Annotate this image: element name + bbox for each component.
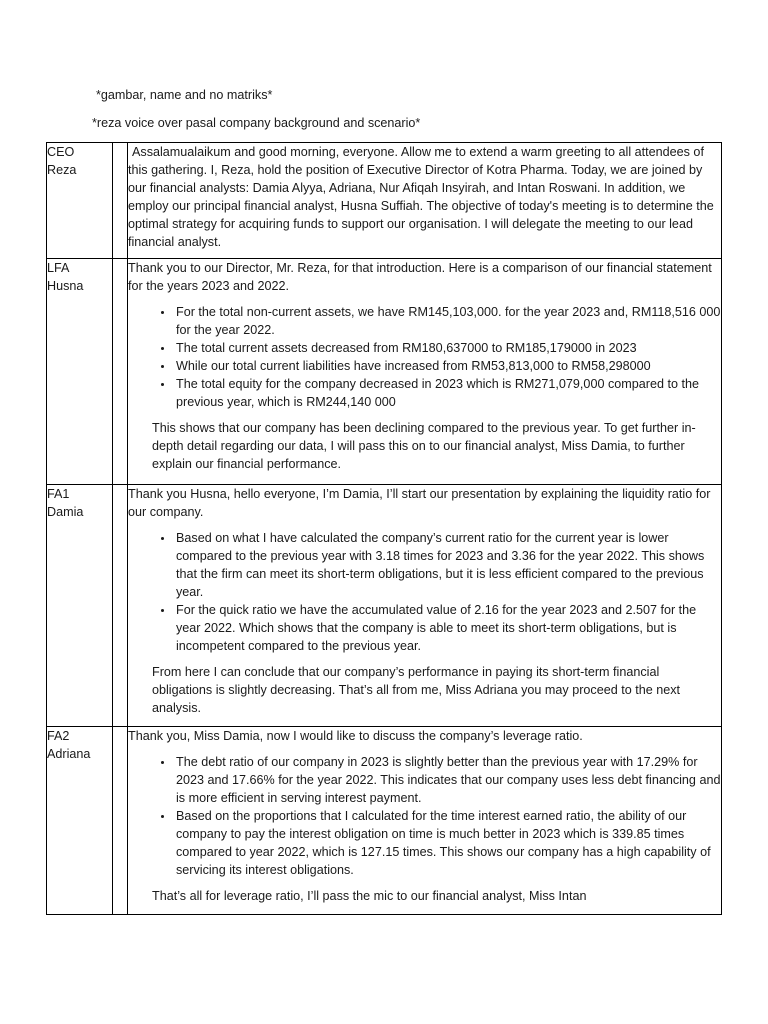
spacer-cell bbox=[113, 727, 128, 915]
list-item: • For the total non-current assets, we have RM145,103,000. for the year 2023 and, RM118,516 000 for the year 2022. bbox=[174, 303, 721, 339]
list-item: • The total equity for the company decreased in 2023 which is RM271,079,000 compared to the previous year, which is RM244,140 000 bbox=[174, 375, 721, 411]
photo-note: *gambar, name and no matriks* bbox=[96, 88, 273, 102]
voiceover-note: *reza voice over pasal company background and scenario* bbox=[92, 116, 421, 130]
dialogue-intro: Thank you to our Director, Mr. Reza, for that introduction. Here is a comparison of our financial statement for the years 2023 and 2022. bbox=[128, 261, 712, 293]
dialogue-cell bbox=[128, 727, 722, 915]
bullet-list bbox=[128, 529, 721, 655]
list-item: • For the quick ratio we have the accumulated value of 2.16 for the year 2023 and 2.507 for the year 2022. Which shows that the company is able to meet its short-term obligations, but is incompetent compared to the previous year. bbox=[174, 601, 721, 655]
table-row bbox=[47, 485, 722, 727]
speaker-name: Husna bbox=[47, 279, 84, 293]
spacer-cell bbox=[113, 485, 128, 727]
list-item: • Based on what I have calculated the company’s current ratio for the current year is lower compared to the previous year with 3.18 times for 2023 and 3.36 for the year 2022. This shows that the firm can meet its short-term obligations, but it is less efficient compared to the previous year. bbox=[174, 529, 721, 601]
role-title: CEO bbox=[47, 145, 75, 159]
table-row bbox=[47, 259, 722, 485]
list-item: • While our total current liabilities have increased from RM53,813,000 to RM58,298000 bbox=[174, 357, 721, 375]
table-row bbox=[47, 727, 722, 915]
dialogue-intro: Thank you Husna, hello everyone, I’m Damia, I’ll start our presentation by explaining the liquidity ratio for our company. bbox=[128, 487, 711, 519]
role-cell bbox=[47, 485, 113, 727]
dialogue-intro: Thank you, Miss Damia, now I would like to discuss the company’s leverage ratio. bbox=[128, 729, 583, 743]
spacer-cell bbox=[113, 143, 128, 259]
role-title: FA2 bbox=[47, 729, 70, 743]
role-title: LFA bbox=[47, 261, 70, 275]
dialogue-cell bbox=[128, 259, 722, 485]
role-cell bbox=[47, 259, 113, 485]
role-title: FA1 bbox=[47, 487, 70, 501]
dialogue-cell bbox=[128, 143, 722, 259]
dialogue-closing: That’s all for leverage ratio, I’ll pass the mic to our financial analyst, Miss Intan bbox=[152, 889, 587, 903]
bullet-list bbox=[128, 303, 721, 411]
role-cell bbox=[47, 727, 113, 915]
list-item: • The debt ratio of our company in 2023 is slightly better than the previous year with 17.29% for 2023 and 17.66% for the year 2022. This indicates that our company uses less debt financing and is more efficient in serving interest payment. bbox=[174, 753, 721, 807]
role-cell bbox=[47, 143, 113, 259]
table-row bbox=[47, 143, 722, 259]
dialogue-closing: This shows that our company has been declining compared to the previous year. To get further in-depth detail regarding our data, I will pass this on to our financial analyst, Miss Damia, to further explain our financial performance. bbox=[152, 421, 696, 471]
speaker-name: Damia bbox=[47, 505, 84, 519]
list-item: • Based on the proportions that I calculated for the time interest earned ratio, the ability of our company to pay the interest obligation on time is much better in 2023 which is 339.85 times compared to year 2022, which is 127.15 times. This shows our company has a high capability of servicing its interest obligations. bbox=[174, 807, 721, 879]
bullet-list bbox=[128, 753, 721, 879]
list-item: • The total current assets decreased from RM180,637000 to RM185,179000 in 2023 bbox=[174, 339, 721, 357]
spacer-cell bbox=[113, 259, 128, 485]
dialogue-closing: From here I can conclude that our company’s performance in paying its short-term financial obligations is slightly decreasing. That’s all from me, Miss Adriana you may proceed to the next analysis. bbox=[152, 665, 681, 715]
dialogue-intro: Assalamualaikum and good morning, everyone. Allow me to extend a warm greeting to all attendees of this gathering. I, Reza, hold the position of Executive Director of Kotra Pharma. Today, we are joined by our financial analysts: Damia Alyya, Adriana, Nur Afiqah Insyirah, and Intan Roswani. In addition, we employ our principal financial analyst, Husna Suffiah. The objective of today's meeting is to determine the optimal strategy for acquiring funds to support our organisation. I will delegate the meeting to our lead financial analyst. bbox=[128, 145, 714, 249]
speaker-name: Adriana bbox=[47, 747, 91, 761]
script-table bbox=[46, 142, 722, 915]
speaker-name: Reza bbox=[47, 163, 77, 177]
dialogue-cell bbox=[128, 485, 722, 727]
